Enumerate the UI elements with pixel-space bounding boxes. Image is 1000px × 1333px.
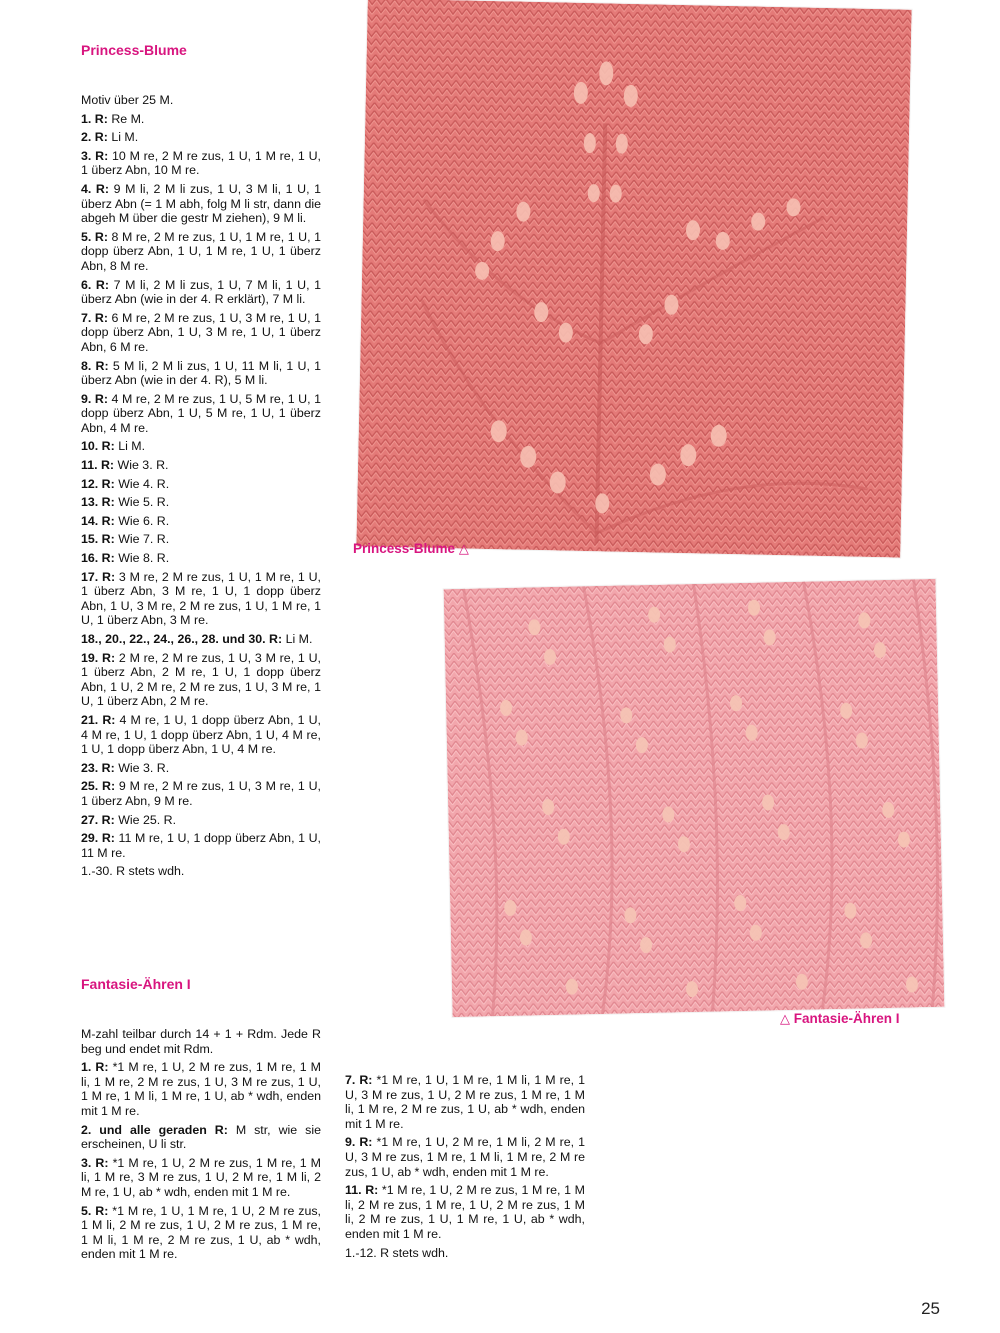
row-label: 1. R: xyxy=(81,111,108,126)
row-text: Wie 5. R. xyxy=(118,495,170,510)
row-label: 6. R: xyxy=(81,277,109,292)
row-text: Wie 8. R. xyxy=(118,551,170,566)
row-text: 9 M re, 2 M re zus, 1 U, 3 M re, 1 U, 1 überz Abn, 9 M re. xyxy=(81,779,321,808)
instruction-row xyxy=(81,359,321,388)
instruction-row xyxy=(81,278,321,307)
row-text: 5 M li, 2 M li zus, 1 U, 11 M li, 1 U, 1 überz Abn (wie in der 4. R), 5 M li. xyxy=(81,358,321,388)
instruction-row xyxy=(81,813,321,828)
instruction-row xyxy=(81,651,321,709)
row-text: 10 M re, 2 M re zus, 1 U, 1 M re, 1 U, 1 überz Abn, 10 M re. xyxy=(81,148,321,178)
row-text: *1 M re, 1 U, 2 M re, 1 M li, 2 M re, 1 U, 3 M re zus, 1 M re, 1 M li, 1 M re, 2 M re zus, 1 U, ab * wdh, enden mit 1 M re. xyxy=(345,1135,585,1179)
princess-blume-photo xyxy=(356,0,911,558)
row-label: 16. R: xyxy=(81,551,115,566)
section-title-princess-blume: Princess-Blume xyxy=(81,42,187,58)
row-text: *1 M re, 1 U, 2 M re zus, 1 M re, 1 M li, 1 M re, 2 M re zus, 1 U, 3 M re zus, 1 U, 1 M re, 1 M li, 1 M re, 1 U, ab * wdh, enden mit 1 M re. xyxy=(81,1060,322,1118)
row-text: 11 M re, 1 U, 1 dopp überz Abn, 1 U, 11 M re. xyxy=(81,831,321,860)
instruction-row xyxy=(81,149,321,178)
row-text: *1 M re, 1 U, 2 M re zus, 1 M re, 1 M li, 1 M re, 3 M re zus, 1 U, 2 M re, 1 M li, 2 M re, 1 U, ab * wdh, enden mit 1 M re. xyxy=(81,1155,322,1199)
row-text: *1 M re, 1 U, 1 M re, 1 U, 2 M re zus, 1 M li, 2 M re zus, 1 U, 2 M re zus, 1 M re, 1 M li, 1 M re, 2 M re zus, 1 U, ab * wdh, enden mit 1 M re. xyxy=(81,1203,322,1262)
row-text: 2 M re, 2 M re zus, 1 U, 3 M re, 1 U, 1 überz Abn, 2 M re, 1 U, 1 dopp überz Abn, 1 U, 2 M re, 2 M re zus, 1 U, 3 M re, 1 U, 1 überz Abn, 2 M re. xyxy=(81,650,321,709)
row-label: 2. und alle geraden R: xyxy=(81,1122,228,1137)
row-label: 19. R: xyxy=(81,650,116,665)
fantasie-aehren-repeat: 1.-12. R stets wdh. xyxy=(345,1245,449,1260)
instruction-row xyxy=(81,761,321,776)
row-label: 5. R: xyxy=(81,1203,109,1218)
instruction-row xyxy=(81,1156,321,1200)
row-label: 2. R: xyxy=(81,130,108,145)
row-text: 6 M re, 2 M re zus, 1 U, 3 M re, 1 U, 1 dopp überz Abn, 1 U, 3 M re, 1 U, 1 überz Abn, 6 M re. xyxy=(81,310,321,354)
row-text: 4 M re, 2 M re zus, 1 U, 5 M re, 1 U, 1 dopp überz Abn, 1 U, 5 M re, 1 U, 1 überz Abn, 4 M re. xyxy=(81,391,321,435)
row-label: 3. R: xyxy=(81,1155,109,1170)
row-label: 7. R: xyxy=(345,1073,373,1087)
row-label: 11. R: xyxy=(81,458,115,473)
row-label: 23. R: xyxy=(81,760,115,775)
instruction-row xyxy=(81,311,321,355)
row-label: 1. R: xyxy=(81,1060,109,1075)
row-label: 17. R: xyxy=(81,569,116,584)
princess-blume-repeat: 1.-30. R stets wdh. xyxy=(81,864,185,879)
instruction-row xyxy=(81,632,321,647)
instruction-row xyxy=(81,551,321,566)
instruction-row xyxy=(81,112,321,127)
instruction-row xyxy=(81,831,321,860)
princess-blume-rows xyxy=(81,112,321,861)
row-text: M str, wie sie erscheinen, U li str. xyxy=(81,1122,321,1152)
row-text: 9 M li, 2 M li zus, 1 U, 3 M li, 1 U, 1 überz Abn (= 1 M abh, folg M li str, dann die abgeh M über die gestr M ziehen), 9 M li. xyxy=(81,181,321,226)
fantasie-aehren-caption-text: Fantasie-Ähren I xyxy=(793,1011,900,1026)
instruction-row xyxy=(81,130,321,145)
row-label: 14. R: xyxy=(81,513,115,528)
row-text: 8 M re, 2 M re zus, 1 U, 1 M re, 1 U, 1 dopp überz Abn, 1 U, 1 M re, 1 U, 1 überz Abn, 8 M re. xyxy=(81,229,321,273)
row-text: Wie 4. R. xyxy=(118,476,170,491)
row-label: 3. R: xyxy=(81,148,109,163)
row-text: Li M. xyxy=(111,130,139,145)
row-label: 13. R: xyxy=(81,495,115,510)
row-label: 10. R: xyxy=(81,439,115,454)
row-label: 27. R: xyxy=(81,812,115,827)
triangle-icon: △ xyxy=(780,1011,790,1026)
row-label: 4. R: xyxy=(81,181,109,196)
fantasie-aehren-rows-left xyxy=(81,1060,321,1262)
row-label: 25. R: xyxy=(81,779,116,794)
row-text: Re M. xyxy=(111,111,145,126)
instruction-row xyxy=(81,182,321,226)
instruction-row xyxy=(81,477,321,492)
row-text: Li M. xyxy=(285,632,313,646)
instruction-row xyxy=(81,458,321,473)
instruction-row xyxy=(81,230,321,274)
triangle-icon: △ xyxy=(458,541,469,556)
fantasie-aehren-rows-right xyxy=(345,1073,585,1242)
instruction-row xyxy=(81,1060,321,1118)
row-text: Wie 3. R. xyxy=(118,760,170,775)
instruction-row xyxy=(81,779,321,808)
fantasie-aehren-photo xyxy=(444,579,945,1017)
instruction-row xyxy=(81,532,321,547)
fantasie-aehren-instructions-left xyxy=(81,1027,321,1266)
row-label: 5. R: xyxy=(81,229,108,244)
row-label: 29. R: xyxy=(81,831,115,846)
princess-blume-instructions xyxy=(81,93,321,883)
row-text: Wie 6. R. xyxy=(118,513,170,528)
princess-blume-intro: Motiv über 25 M. xyxy=(81,93,174,107)
page-number: 25 xyxy=(921,1299,940,1318)
row-text: Wie 3. R. xyxy=(117,458,169,473)
row-label: 8. R: xyxy=(81,358,109,373)
instruction-row xyxy=(81,514,321,529)
row-text: Li M. xyxy=(118,439,146,454)
row-label: 9. R: xyxy=(345,1135,373,1150)
row-text: 3 M re, 2 M re zus, 1 U, 1 M re, 1 U, 1 überz Abn, 3 M re, 1 U, 1 dopp überz Abn, 1 U, 3 M re, 2 M re zus, 1 U, 1 M re, 1 U, 1 überz Abn, 3 M re. xyxy=(81,569,321,628)
princess-blume-caption xyxy=(353,541,469,557)
instruction-row xyxy=(81,713,321,757)
row-label: 11. R: xyxy=(345,1183,379,1198)
row-label: 7. R: xyxy=(81,310,108,325)
row-text: Wie 25. R. xyxy=(118,812,177,827)
section-title-fantasie-aehren: Fantasie-Ähren I xyxy=(81,976,191,992)
row-label: 21. R: xyxy=(81,712,116,727)
instruction-row xyxy=(81,1123,321,1152)
fantasie-aehren-caption xyxy=(780,1011,900,1027)
instruction-row xyxy=(81,570,321,628)
instruction-row xyxy=(345,1183,585,1241)
row-label: 9. R: xyxy=(81,391,108,406)
row-text: *1 M re, 1 U, 2 M re zus, 1 M re, 1 M li, 2 M re zus, 1 M re, 1 U, 2 M re zus, 1 M li, 2 M re zus, 1 U, 1 M re, 1 U, ab * wdh, enden mit 1 M re. xyxy=(345,1183,585,1241)
row-text: 7 M li, 2 M li zus, 1 U, 7 M li, 1 U, 1 überz Abn (wie in der 4. R erklärt), 7 M li. xyxy=(81,277,321,307)
row-text: Wie 7. R. xyxy=(118,532,170,547)
row-label: 18., 20., 22., 24., 26., 28. und 30. R: xyxy=(81,632,283,646)
instruction-row xyxy=(81,392,321,436)
instruction-row xyxy=(81,495,321,510)
instruction-row xyxy=(81,439,321,454)
fantasie-aehren-instructions-right xyxy=(345,1073,585,1264)
instruction-row xyxy=(81,1204,321,1262)
instruction-row xyxy=(345,1073,585,1131)
princess-blume-caption-text: Princess-Blume xyxy=(353,541,456,556)
fantasie-aehren-intro: M-zahl teilbar durch 14 + 1 + Rdm. Jede R beg und endet mit Rdm. xyxy=(81,1027,321,1056)
instruction-row xyxy=(345,1135,585,1179)
row-text: *1 M re, 1 U, 1 M re, 1 M li, 1 M re, 1 U, 3 M re zus, 1 U, 2 M re zus, 1 M re, 1 M li, 1 M re, 2 M re zus, 1 U, ab * wdh, enden mit 1 M re. xyxy=(345,1073,585,1131)
row-label: 15. R: xyxy=(81,532,115,547)
row-label: 12. R: xyxy=(81,476,115,491)
row-text: 4 M re, 1 U, 1 dopp überz Abn, 1 U, 4 M re, 1 U, 1 dopp überz Abn, 1 U, 4 M re, 1 U, 1 dopp überz Abn, 1 U, 4 M re. xyxy=(81,712,321,757)
